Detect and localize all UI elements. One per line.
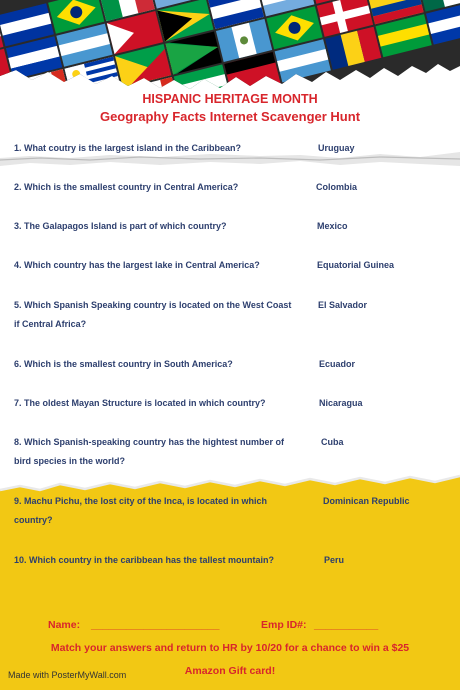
page-subtitle: Geography Facts Internet Scavenger Hunt [99,109,361,124]
instruction-line-1: Match your answers and return to HR by 10/20 for a chance to win a $25 [50,642,410,654]
answer-option-5: El Salvador [318,300,368,310]
question-2: 2. Which is the smallest country in Central America? [14,182,239,192]
answer-option-1: Uruguay [318,143,355,153]
answer-option-9: Dominican Republic [323,496,410,506]
question-4: 4. Which country has the largest lake in Central America? [14,260,260,270]
emp-id-label: Emp ID#: [261,619,307,631]
answer-option-3: Mexico [317,221,348,231]
answer-option-2: Colombia [316,182,358,192]
answer-option-7: Nicaragua [319,398,363,408]
question-3: 3. The Galapagos Island is part of which country? [14,221,227,231]
page-title: HISPANIC HERITAGE MONTH [142,92,318,106]
question-5: 5. Which Spanish Speaking country is located on the West Coast if Central Africa? [14,300,292,329]
name-label: Name: [48,619,81,631]
answer-option-10: Peru [324,555,345,565]
emp-id-blank-line: ___________ [314,619,379,631]
answer-option-4: Equatorial Guinea [317,260,395,270]
question-6: 6. Which is the smallest country in South America? [14,359,233,369]
question-10: 10. Which country in the caribbean has the tallest mountain? [14,555,275,565]
answer-option-6: Ecuador [319,359,356,369]
instruction-line-2: Amazon Gift card! [184,665,276,677]
answer-option-8: Cuba [321,437,344,447]
question-7: 7. The oldest Mayan Structure is located in which country? [14,398,266,408]
question-9: 9. Machu Pichu, the lost city of the Inca, is located in which country? [14,496,268,525]
credit-text: Made with PosterMyWall.com [8,670,127,680]
name-blank-line: ______________________ [91,619,220,631]
question-8: 8. Which Spanish-speaking country has the hightest number of bird species in the world? [14,437,285,466]
question-1: 1. What coutry is the largest island in the Caribbean? [14,143,242,153]
